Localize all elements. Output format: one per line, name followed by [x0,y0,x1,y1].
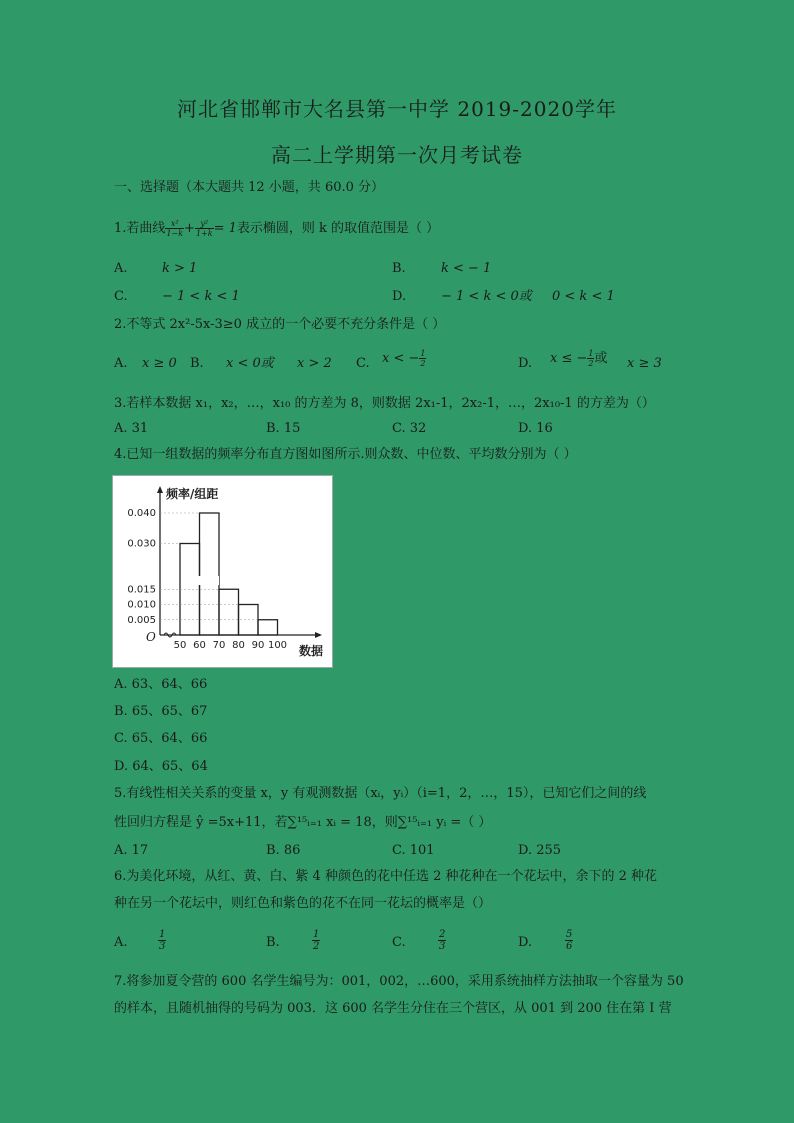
q6-option-b-label: B. [266,935,280,950]
q6-option-c: $\frac{2}{3}$ [439,929,446,952]
q6-option-a-label: A. [114,935,128,950]
q1-prefix: 1.若曲线 [114,221,166,236]
q4-option-b: B. 65、65、67 [114,704,208,719]
question-2: 2.不等式 2x²-5x-3≥0 成立的一个必要不充分条件是（ ） [114,317,446,332]
exam-title-line2: 高二上学期第一次月考试卷 [271,143,523,167]
q1-option-d-label: D. [392,289,407,304]
q1-equals: = 1 [213,221,237,236]
histogram-bar [258,620,278,635]
q2-option-d-label: D. [518,356,533,371]
x-tick-label: 60 [193,640,206,651]
q1-option-c-label: C. [114,289,128,304]
section-heading: 一、选择题（本大题共 12 小题，共 60.0 分） [114,180,385,195]
y-tick-label: 0.030 [127,538,156,550]
y-axis-title: 频率/组距 [166,487,219,501]
question-5-line2: 性回归方程是 ŷ =5x+11，若∑¹⁵ᵢ₌₁ xᵢ = 18，则∑¹⁵ᵢ₌₁ yᵢ =（ ） [114,815,492,830]
frequency-histogram [113,476,332,667]
x-tick-label: 50 [173,640,187,651]
q2-option-a-label: A. [114,356,128,371]
q6-option-c-label: C. [392,935,406,950]
question-3: 3.若样本数据 x₁，x₂，…，x₁₀ 的方差为 8，则数据 2x₁-1，2x₂-1，…，2x₁₀-1 的方差为（） [114,396,655,411]
x-axis-arrow [315,632,322,638]
question-1 [114,219,439,238]
q1-fraction-y: $\frac{\text{y²}}{1+k}$ [195,219,213,238]
x-tick-label: 100 [267,640,288,651]
q5-option-b: B. 86 [266,843,301,858]
q3-option-d: D. 16 [518,421,553,436]
q4-option-c: C. 65、64、66 [114,731,208,746]
scan-patch [181,576,219,585]
q1-option-a: k > 1 [162,261,198,276]
y-axis-arrow [157,486,163,493]
y-tick-label: 0.010 [127,599,156,611]
q5-option-c: C. 101 [392,843,435,858]
x-tick-label: 80 [232,640,245,651]
q6-option-a: $\frac{1}{3}$ [159,929,166,952]
exam-title-line1: 河北省邯郸市大名县第一中学 2019-2020学年 [177,97,617,121]
q6-option-d: $\frac{5}{6}$ [566,929,573,952]
q2-option-c-label: C. [356,356,370,371]
y-tick-label: 0.040 [127,508,156,519]
q2-option-d: x ≤ − $\frac{1}{2}$ 或 [550,349,608,368]
x-axis-title: 数据 [299,644,324,658]
q6-option-b: $\frac{1}{2}$ [313,929,320,952]
q1-option-b-label: B. [392,261,406,276]
q2-option-d-part2: x ≥ 3 [627,356,662,371]
q6-option-d-label: D. [518,935,533,950]
histogram-bar [219,589,239,635]
question-7-line1: 7.将参加夏令营的 600 名学生编号为：001，002，…600，采用系统抽样方法抽取一个容量为 50 [114,974,684,989]
y-tick-label: 0.015 [127,584,156,596]
q2-option-b-label: B. [190,356,204,371]
q1-suffix: 表示椭圆，则 k 的取值范围是（ ） [236,221,440,236]
q3-option-b: B. 15 [266,421,301,436]
histogram-figure [112,475,333,668]
q5-option-a: A. 17 [114,843,149,858]
question-6-line2: 种在另一个花坛中，则红色和紫色的花不在同一花坛的概率是（） [114,896,492,911]
q2-option-a: x ≥ 0 [142,356,177,371]
origin-label: O [146,630,156,644]
q2-option-d-fraction: $\frac{1}{2}$ [588,349,594,368]
question-6-line1: 6.为美化环境，从红、黄、白、紫 4 种颜色的花中任选 2 种花种在一个花坛中，余下的 2 种花 [114,869,658,884]
x-tick-label: 90 [251,640,265,651]
question-4: 4.已知一组数据的频率分布直方图如图所示.则众数、中位数、平均数分别为（ ） [114,447,577,462]
q1-option-d-part2: 0 < k < 1 [552,289,615,304]
q3-option-a: A. 31 [114,421,149,436]
x-tick-label: 70 [212,640,226,651]
question-7-line2: 的样本，且随机抽得的号码为 003．这 600 名学生分住在三个营区，从 001 到 200 住在第 I 营 [114,1001,672,1016]
q4-option-a: A. 63、64、66 [114,677,208,692]
histogram-bar [200,513,220,635]
q5-option-d: D. 255 [518,843,562,858]
q2-option-c: x < − $\frac{1}{2}$ [382,349,426,368]
q1-option-d-part1: − 1 < k < 0或 [441,289,532,304]
q1-fraction-x: $\frac{\text{x²}}{1-k}$ [166,219,184,238]
q3-option-c: C. 32 [392,421,427,436]
q2-option-b-part2: x > 2 [297,356,332,371]
question-5-line1: 5.有线性相关关系的变量 x，y 有观测数据（xᵢ，yᵢ）（i=1，2，…，15），已知它们之间的线 [114,786,647,801]
q1-option-a-label: A. [114,261,128,276]
q2-option-b-part1: x < 0或 [226,356,274,371]
q4-option-d: D. 64、65、64 [114,759,208,774]
q1-option-c: − 1 < k < 1 [162,289,240,304]
q2-option-c-fraction: $\frac{1}{2}$ [420,349,426,368]
q1-plus: + [184,221,195,236]
q1-option-b: k < − 1 [441,261,492,276]
y-tick-label: 0.005 [127,614,156,626]
